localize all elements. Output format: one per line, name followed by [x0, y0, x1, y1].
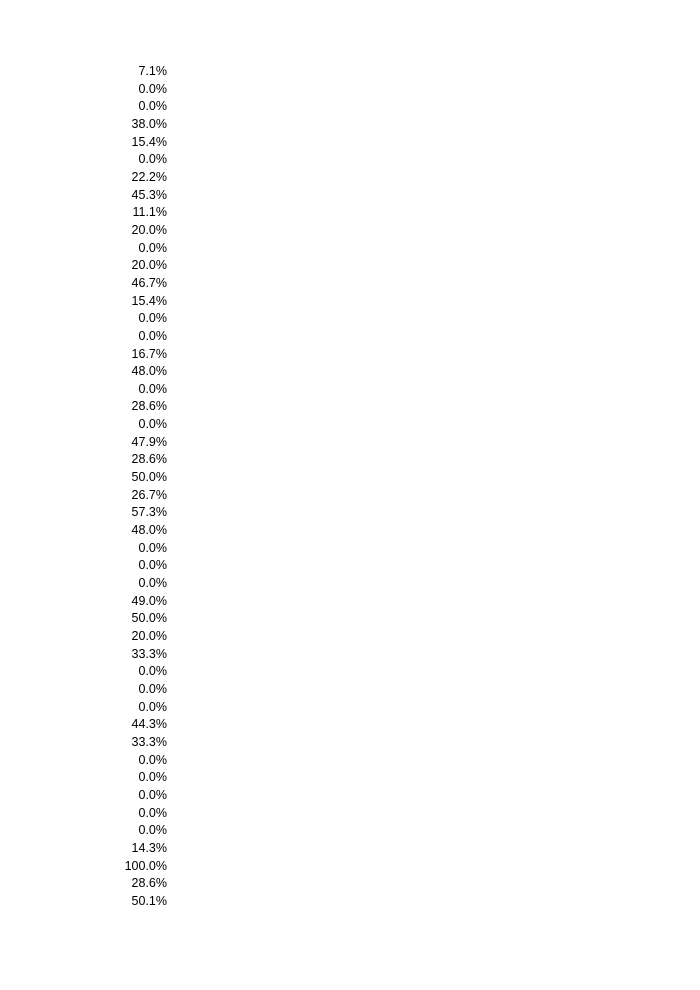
percent-cell: 0.0%	[138, 417, 167, 432]
percent-cell: 48.0%	[131, 364, 167, 379]
percent-cell: 50.0%	[131, 611, 167, 626]
percent-cell: 45.3%	[131, 187, 167, 202]
percent-cell: 0.0%	[138, 770, 167, 785]
percent-cell: 22.2%	[131, 169, 167, 184]
percent-cell: 20.0%	[131, 629, 167, 643]
percent-cell: 7.1%	[138, 64, 167, 78]
percent-cell: 44.3%	[131, 717, 167, 732]
percent-cell: 0.0%	[138, 664, 167, 679]
percent-cell: 49.0%	[131, 593, 167, 608]
percent-cell: 57.3%	[131, 505, 167, 520]
percent-cell: 50.0%	[131, 470, 167, 485]
percent-cell: 0.0%	[138, 381, 167, 396]
percent-cell: 48.0%	[131, 523, 167, 538]
percent-cell: 0.0%	[138, 81, 167, 96]
percent-cell: 28.6%	[131, 399, 167, 414]
percent-cell: 14.3%	[131, 840, 167, 855]
percent-cell: 100.0%	[124, 858, 167, 873]
percent-cell: 46.7%	[131, 275, 167, 290]
percent-cell: 11.1%	[132, 205, 167, 220]
percent-cell: 0.0%	[138, 328, 167, 343]
percent-cell: 26.7%	[131, 487, 167, 502]
percent-cell: 20.0%	[131, 258, 167, 273]
percent-column	[100, 63, 167, 911]
percent-cell: 0.0%	[138, 752, 167, 767]
percent-cell: 28.6%	[131, 452, 167, 467]
percent-cell: 0.0%	[138, 558, 167, 573]
percent-cell: 0.0%	[138, 152, 167, 167]
percent-cell: 0.0%	[138, 99, 167, 114]
percent-cell: 0.0%	[138, 240, 167, 255]
percent-cell: 50.1%	[131, 893, 167, 908]
percent-cell: 0.0%	[138, 311, 167, 326]
percent-cell: 0.0%	[138, 699, 167, 714]
percent-cell: 0.0%	[138, 576, 167, 591]
percent-cell: 33.3%	[131, 734, 167, 749]
percent-cell: 0.0%	[138, 540, 167, 555]
percent-cell: 20.0%	[131, 222, 167, 237]
percent-cell: 16.7%	[131, 346, 167, 361]
percent-cell: 28.6%	[131, 876, 167, 891]
percent-cell: 15.4%	[131, 134, 167, 149]
percent-cell: 0.0%	[138, 787, 167, 802]
percent-cell: 15.4%	[131, 293, 167, 308]
percent-cell: 47.9%	[131, 434, 167, 449]
percent-cell: 38.0%	[131, 116, 167, 131]
percent-cell: 0.0%	[138, 805, 167, 820]
percent-cell: 0.0%	[138, 681, 167, 696]
percent-cell: 0.0%	[138, 823, 167, 838]
percent-cell: 33.3%	[131, 646, 167, 661]
